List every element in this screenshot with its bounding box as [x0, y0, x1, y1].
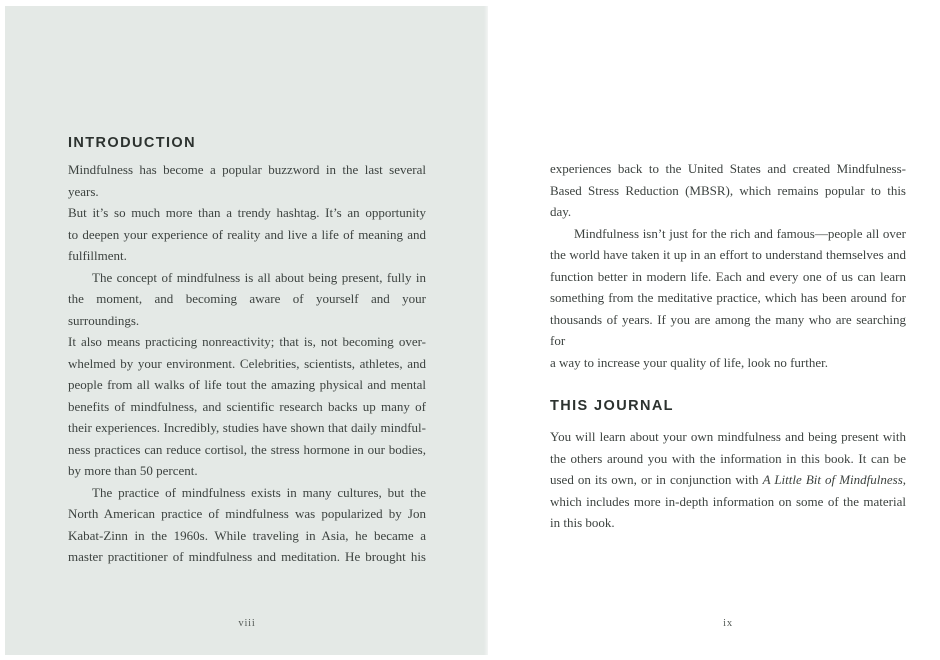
text-line: a way to increase your quality of life, look no further.: [550, 354, 828, 370]
text-line: The concept of mindfulness is all about being present, fully in: [92, 269, 426, 285]
text-line: [550, 469, 906, 491]
book-title-italic: A Little Bit of Mindfulness: [762, 472, 903, 487]
text-line: the moment, and becoming aware of yourself and your surroundings.: [68, 291, 426, 328]
paragraph: [68, 267, 426, 482]
paragraph: [68, 159, 426, 267]
text-line: Mindfulness isn’t just for the rich and famous—people all over: [574, 225, 906, 241]
text-line: ness practices can reduce cortisol, the stress hormone in our bodies,: [68, 441, 426, 457]
text-line: which includes more in-depth information on some of the material: [550, 493, 906, 509]
text-line: thousands of years. If you are among the many who are searching for: [550, 311, 906, 348]
text-line: benefits of mindfulness, and scientific research backs up many of: [68, 398, 426, 414]
paragraph: [68, 482, 426, 568]
page-number-right: ix: [723, 618, 733, 629]
text-line: by more than 50 percent.: [68, 463, 198, 478]
text-line: to deepen your experience of reality and live a life of meaning and: [68, 226, 426, 242]
text-line: It also means practicing nonreactivity; that is, not becoming over-: [68, 334, 426, 349]
text-line: fulfillment.: [68, 248, 127, 263]
text-run: ,: [902, 472, 907, 487]
paragraph: [550, 158, 906, 223]
left-page-text: [68, 134, 426, 568]
text-line: whelmed by your environment. Celebrities, scientists, athletes, and: [68, 355, 426, 371]
this-journal-heading: THIS JOURNAL: [550, 398, 674, 414]
text-line: the others around you with the information in this book. It can be: [550, 450, 906, 466]
text-line: in this book.: [550, 515, 615, 530]
text-line: The practice of mindfulness exists in many cultures, but the: [92, 484, 426, 500]
text-line: people from all walks of life tout the amazing physical and mental: [68, 377, 426, 392]
text-run: used on its own, or in conjunction with: [550, 472, 763, 487]
text-line: But it’s so much more than a trendy hashtag. It’s an opportunity: [68, 205, 426, 220]
text-line: experiences back to the United States and created Mindfulness-: [550, 161, 906, 176]
text-line: Kabat-Zinn in the 1960s. While traveling in Asia, he became a: [68, 527, 426, 543]
text-line: their experiences. Incredibly, studies have shown that daily mindful-: [68, 420, 426, 435]
introduction-heading: INTRODUCTION: [68, 135, 196, 151]
text-line: You will learn about your own mindfulness and being present with: [550, 429, 906, 444]
right-page-text: [550, 158, 906, 534]
text-line: function better in modern life. Each and every one of us can learn: [550, 268, 906, 284]
text-line: Mindfulness has become a popular buzzword in the last several years.: [68, 162, 426, 199]
text-line: the world have taken it up in an effort to understand themselves and: [550, 247, 906, 262]
text-line: master practitioner of mindfulness and meditation. He brought his: [68, 549, 426, 564]
text-line: Based Stress Reduction (MBSR), which remains popular to this day.: [550, 182, 906, 219]
text-line: North American practice of mindfulness was popularized by Jon: [68, 506, 426, 521]
paragraph: [550, 426, 906, 534]
page-number-left: viii: [238, 618, 256, 629]
paragraph: [550, 223, 906, 374]
text-line: something from the meditative practice, which has been around for: [550, 290, 906, 305]
